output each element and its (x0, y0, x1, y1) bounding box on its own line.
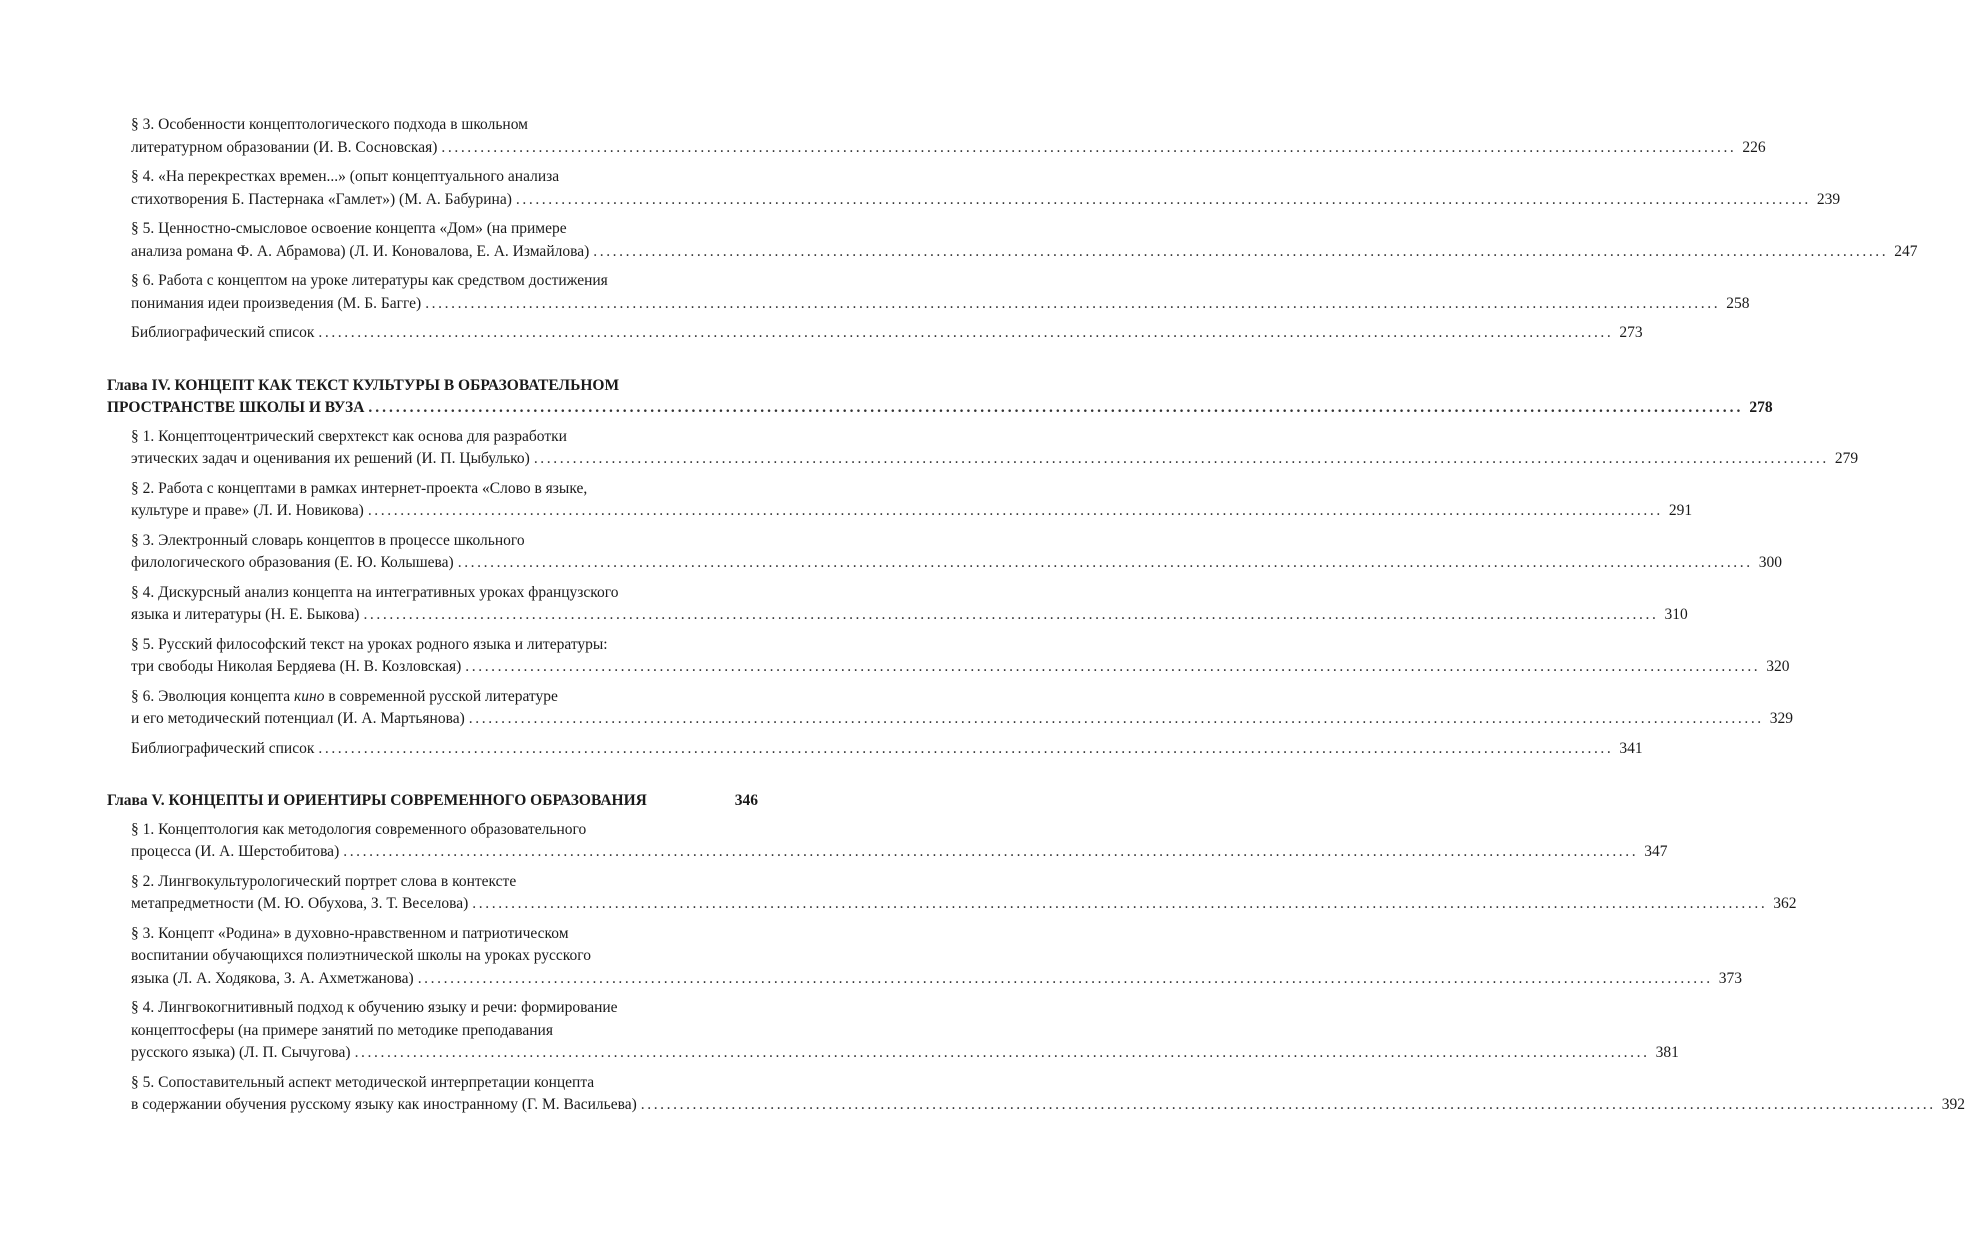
entry-title-last-line (131, 841, 1668, 864)
entry-title-text: метапредметности (М. Ю. Обухова, З. Т. Веселова) (131, 895, 469, 912)
entry-title-last-line (131, 448, 1859, 471)
page-number: 320 (1766, 658, 1790, 675)
page-number: 247 (1894, 242, 1918, 260)
entry-title-text: Библиографический список (131, 324, 315, 341)
leader-dots: ........................................................................................................................................................................................................ (472, 895, 1768, 912)
leader-dots: ........................................................................................................................................................................................................ (515, 190, 1811, 208)
entry-title-line: § 3. Электронный словарь концептов в процессе школьного (131, 531, 525, 549)
entry-title-text: литературном образовании (И. В. Сосновская) (131, 138, 438, 156)
toc-entry (107, 322, 1643, 345)
toc-entry (107, 114, 1766, 159)
toc-entry (107, 997, 1679, 1065)
leader-dots: ........................................................................................................................................................................................................ (354, 1044, 1650, 1061)
entry-title-line: § 4. Лингвокогнитивный подход к обучению языку и речи: формирование (131, 999, 618, 1016)
entry-title-text: этических задач и оценивания их решений (И. П. Цыбулько) (131, 450, 530, 467)
entry-title-last-line (131, 137, 1766, 160)
leader-dots: ........................................................................................................................................................................................................ (465, 658, 1761, 675)
entry-title-line: § 2. Лингвокультурологический портрет слова в контексте (131, 872, 517, 890)
entry-title-last-line (131, 893, 1797, 916)
leader-dots: ........................................................................................................................................................................................................ (533, 450, 1829, 467)
entry-title-text: понимания идеи произведения (М. Б. Багге) (131, 294, 422, 312)
entry-title-line: § 4. Дискурсный анализ концепта на интегративных уроках французского (131, 583, 619, 601)
chapter-title-line: Глава IV. КОНЦЕПТ КАК ТЕКСТ КУЛЬТУРЫ В ОБРАЗОВАТЕЛЬНОМ (107, 376, 620, 394)
entry-title-text: процесса (И. А. Шерстобитова) (131, 843, 340, 860)
entry-title-line: § 3. Особенности концептологического подхода в школьном (131, 116, 528, 133)
leader-dots: ........................................................................................................................................................................................................ (343, 843, 1639, 860)
entry-title-last-line (131, 293, 1750, 316)
leader-dots: ........................................................................................................................................................................................................ (318, 739, 1614, 757)
entry-title-text: Библиографический список (131, 739, 315, 757)
chapter-title-text: Глава V. КОНЦЕПТЫ И ОРИЕНТИРЫ СОВРЕМЕННОГО ОБРАЗОВАНИЯ (107, 792, 647, 809)
chapter-title-last-line (107, 397, 1773, 420)
chapter-title-last-line (107, 790, 758, 813)
page-number: 362 (1773, 895, 1797, 912)
toc-entry (107, 923, 1742, 991)
toc-section (107, 790, 1965, 1117)
page-number: 373 (1718, 969, 1742, 987)
entry-title-last-line (131, 552, 1782, 575)
entry-title-line: § 1. Концептоцентрический сверхтекст как основа для разработки (131, 427, 567, 445)
page-number: 329 (1769, 710, 1794, 727)
page-number: 273 (1619, 324, 1643, 341)
entry-title-last-line (131, 656, 1790, 679)
entry-title-line: § 5. Русский философский текст на уроках родного языка и литературы: (131, 635, 608, 653)
toc-entry (107, 686, 1794, 731)
page-number: 226 (1742, 138, 1766, 156)
entry-title-text: и его методический потенциал (И. А. Мартьянова) (131, 710, 465, 727)
chapter-title-text: ПРОСТРАНСТВЕ ШКОЛЫ И ВУЗА (107, 399, 365, 416)
entry-title-last-line (131, 604, 1688, 627)
leader-dots: ........................................................................................................................................................................................................ (367, 502, 1663, 519)
entry-title-last-line (131, 241, 1918, 264)
page-number: 381 (1655, 1044, 1679, 1061)
page-number: 239 (1816, 190, 1841, 208)
leader-dots: ........................................................................................................................................................................................................ (417, 969, 1713, 987)
page-number: 341 (1619, 739, 1643, 757)
toc-section (107, 375, 1859, 761)
leader-dots: ........................................................................................................................................................................................................ (363, 606, 1659, 623)
entry-title-line: § 1. Концептология как методология современного образовательного (131, 820, 587, 838)
leader-dots: ........................................................................................................................................................................................................ (425, 294, 1721, 312)
entry-title-text: культуре и праве» (Л. И. Новикова) (131, 502, 364, 519)
entry-title-text: в содержании обучения русскому языку как иностранному (Г. М. Васильева) (131, 1096, 637, 1113)
toc-entry (107, 634, 1790, 679)
entry-title-last-line (131, 1094, 1965, 1117)
entry-title-line: § 3. Концепт «Родина» в духовно-нравственном и патриотическом (131, 924, 569, 942)
entry-title-last-line (131, 189, 1841, 212)
entry-title-line: § 6. Работа с концептом на уроке литературы как средством достижения (131, 272, 608, 289)
toc-entry (107, 530, 1782, 575)
page-number: 278 (1749, 399, 1773, 416)
entry-title-last-line (131, 1042, 1679, 1065)
page-number: 310 (1664, 606, 1688, 623)
entry-title-last-line (131, 738, 1643, 761)
entry-title-line: § 4. «На перекрестках времен...» (опыт концептуального анализа (131, 168, 560, 185)
entry-title-text: русского языка) (Л. П. Сычугова) (131, 1044, 351, 1061)
entry-title-line: § 2. Работа с концептами в рамках интернет-проекта «Слово в языке, (131, 479, 588, 497)
entry-title-text: стихотворения Б. Пастернака «Гамлет») (М. А. Бабурина) (131, 190, 512, 208)
entry-title-last-line (131, 322, 1643, 345)
leader-dots: ........................................................................................................................................................................................................ (457, 554, 1753, 571)
toc-entry (107, 426, 1859, 471)
entry-title-text: языка (Л. А. Ходякова, З. А. Ахметжанова) (131, 969, 414, 987)
entry-title-text: филологического образования (Е. Ю. Колышева) (131, 554, 454, 571)
entry-title-last-line (131, 500, 1693, 523)
page-number: 346 (734, 792, 758, 809)
toc-entry (107, 738, 1643, 761)
leader-dots: ........................................................................................................................................................................................................ (441, 138, 1737, 156)
toc-entry (107, 871, 1797, 916)
toc-entry (107, 478, 1693, 523)
toc-entry (107, 1072, 1965, 1117)
leader-dots: ........................................................................................................................................................................................................ (468, 710, 1764, 727)
page-number: 258 (1726, 294, 1750, 312)
entry-title-line: воспитании обучающихся полиэтнической школы на уроках русского (131, 947, 591, 964)
page-number: 347 (1644, 843, 1668, 860)
entry-title-last-line (131, 968, 1742, 991)
entry-title-line: § 5. Ценностно-смысловое освоение концепта «Дом» (на примере (131, 220, 567, 237)
chapter-heading (107, 790, 758, 813)
toc-entry (107, 218, 1918, 263)
leader-dots: ........................................................................................................................................................................................................ (318, 324, 1614, 341)
page-number: 300 (1758, 554, 1782, 571)
toc-section (107, 114, 1918, 345)
toc-entry (107, 166, 1841, 211)
table-of-contents (107, 114, 1965, 1124)
toc-entry (107, 582, 1688, 627)
leader-dots: ........................................................................................................................................................................................................ (640, 1096, 1936, 1113)
entry-title-text: анализа романа Ф. А. Абрамова) (Л. И. Коновалова, Е. А. Измайлова) (131, 242, 590, 260)
leader-dots: ........................................................................................................................................................................................................ (593, 242, 1889, 260)
entry-title-last-line (131, 708, 1794, 731)
page-number: 392 (1941, 1096, 1965, 1113)
toc-entry (107, 819, 1668, 864)
entry-title-text: три свободы Николая Бердяева (Н. В. Козловская) (131, 658, 462, 675)
entry-title-text: языка и литературы (Н. Е. Быкова) (131, 606, 360, 623)
page-number: 291 (1668, 502, 1693, 519)
entry-title-line: концептосферы (на примере занятий по методике преподавания (131, 1021, 553, 1039)
entry-title-line: § 6. Эволюция концепта кино в современной русской литературе (131, 687, 558, 705)
leader-dots: ........................................................................................................................................................................................................ (368, 399, 1744, 416)
toc-entry (107, 270, 1750, 315)
italic-term: кино (294, 687, 325, 705)
entry-title-line: § 5. Сопоставительный аспект методической интерпретации концепта (131, 1073, 595, 1091)
page-number: 279 (1834, 450, 1859, 467)
chapter-heading (107, 375, 1773, 420)
